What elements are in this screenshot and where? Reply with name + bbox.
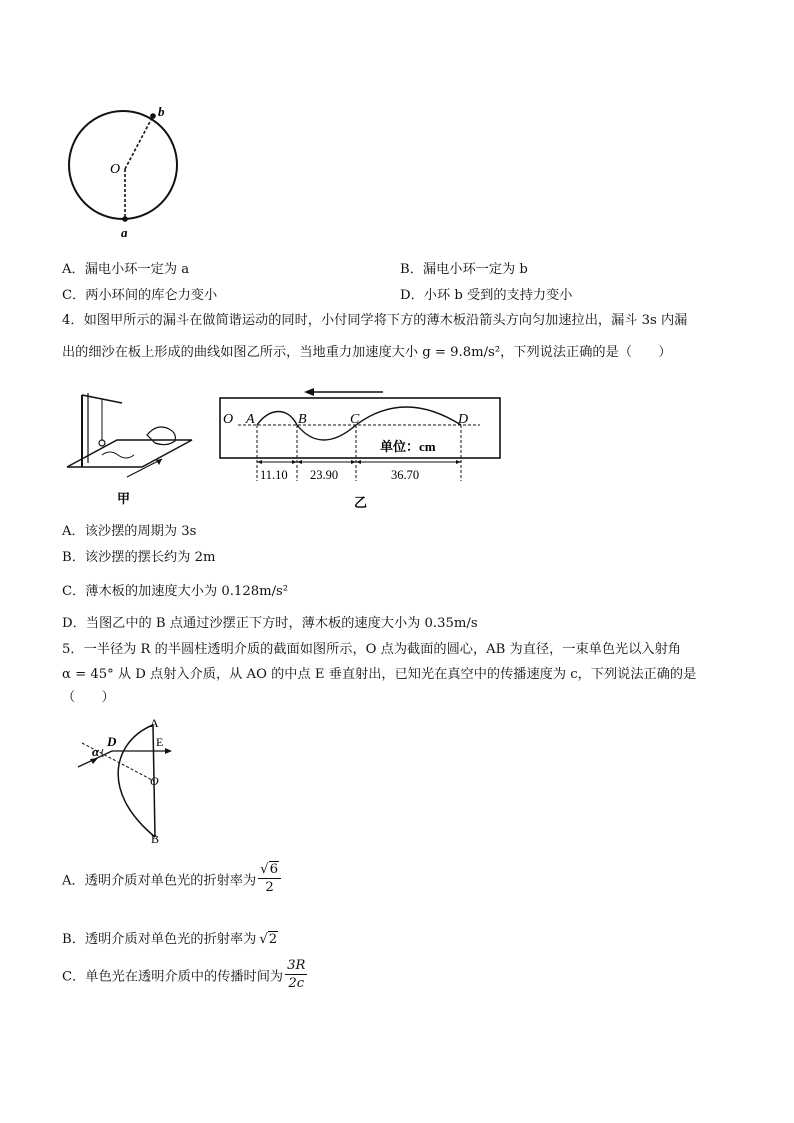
- q5-option-a-num: 6: [269, 862, 278, 877]
- point-B: B: [298, 412, 307, 427]
- dim-AB: 11.10: [260, 468, 288, 482]
- ring-b-dot: [150, 113, 156, 119]
- q3-option-b[interactable]: B．漏电小环一定为 b: [400, 262, 528, 277]
- ring-a-dot: [122, 216, 128, 222]
- q5-option-b[interactable]: [62, 928, 278, 947]
- label-a: a: [121, 225, 128, 240]
- q5-stem-line3: （ ）: [62, 690, 115, 705]
- fig-jia-label: 甲: [117, 491, 131, 506]
- label-B: B: [151, 832, 160, 845]
- label-D: D: [107, 734, 117, 749]
- q5-option-c[interactable]: [62, 958, 307, 992]
- q5-option-c-den: 2c: [288, 976, 305, 991]
- half-cylinder-figure: [70, 715, 185, 845]
- label-E: E: [156, 735, 164, 749]
- q5-option-c-fraction: [285, 958, 307, 992]
- hand-shape: [147, 427, 175, 445]
- q5-stem-line1: 5．一半径为 R 的半圆柱透明介质的截面如图所示，O 点为截面的圆心，AB 为直径，一束单色光以入射角: [62, 642, 681, 657]
- q5-option-c-text: C．单色光在透明介质中的传播时间为: [62, 969, 284, 985]
- label-O: O: [110, 162, 121, 177]
- board-plate: [67, 440, 192, 467]
- label-A: A: [150, 716, 159, 730]
- point-A: A: [246, 412, 255, 427]
- direction-arrow-head: [304, 388, 314, 396]
- dim-BC: 23.90: [310, 468, 339, 482]
- q5-option-a-text: A．透明介质对单色光的折射率为: [62, 873, 257, 889]
- point-D: D: [458, 412, 469, 427]
- point-O: O: [223, 412, 234, 427]
- q5-stem-line2: α = 45° 从 D 点射入介质，从 AO 的中点 E 垂直射出，已知光在真空中的传播速度为 c，下列说法正确的是: [62, 667, 697, 682]
- q4-stem-line1: 4．如图甲所示的漏斗在做简谐运动的同时，小付同学将下方的薄木板沿箭头方向匀加速拉出，漏斗 3s 内漏: [62, 313, 688, 328]
- q3-option-c[interactable]: C．两小环间的库仑力变小: [62, 288, 218, 303]
- q5-option-a-den: 2: [265, 880, 274, 895]
- point-C: C: [350, 412, 360, 427]
- label-O: O: [150, 774, 159, 788]
- label-alpha: α: [92, 744, 100, 759]
- ring-figure: [60, 95, 195, 245]
- q5-option-b-sqrt: √2: [259, 932, 278, 947]
- label-b: b: [158, 104, 165, 119]
- funnel-apparatus-figure: [62, 385, 197, 510]
- q3-option-a[interactable]: A．漏电小环一定为 a: [62, 262, 190, 277]
- q4-option-a[interactable]: A．该沙摆的周期为 3s: [62, 524, 197, 539]
- dim-CD: 36.70: [391, 468, 420, 482]
- funnel-bob: [99, 440, 105, 446]
- q5-option-a-fraction: $\frac{√6}{2}$: [258, 862, 281, 896]
- sand-trace-figure: [218, 383, 508, 513]
- sand-trace: [102, 452, 134, 458]
- exit-arrow: [165, 748, 172, 754]
- q4-option-c[interactable]: C．薄木板的加速度大小为 0.128m/s²: [62, 584, 289, 599]
- q4-stem-line2: 出的细沙在板上形成的曲线如图乙所示，当地重力加速度大小 g = 9.8m/s²，下列说法正确的是（ ）: [62, 345, 672, 360]
- fig-yi-label: 乙: [354, 495, 368, 510]
- q5-option-b-text: B．透明介质对单色光的折射率为: [62, 932, 257, 947]
- radius-O-b: [125, 116, 153, 169]
- q5-option-a[interactable]: [62, 862, 281, 896]
- ring-circle: [69, 111, 177, 219]
- q4-option-d[interactable]: D．当图乙中的 B 点通过沙摆正下方时，薄木板的速度大小为 0.35m/s: [62, 616, 478, 631]
- pull-arrow-line: [127, 459, 162, 477]
- unit-label: 单位：cm: [380, 439, 436, 454]
- board-rect: [220, 398, 500, 458]
- q5-option-c-num: 3R: [287, 958, 306, 973]
- alpha-arc: [102, 749, 103, 757]
- q4-option-b[interactable]: B．该沙摆的摆长约为 2m: [62, 550, 216, 565]
- q3-option-d[interactable]: D．小环 b 受到的支持力变小: [400, 288, 573, 303]
